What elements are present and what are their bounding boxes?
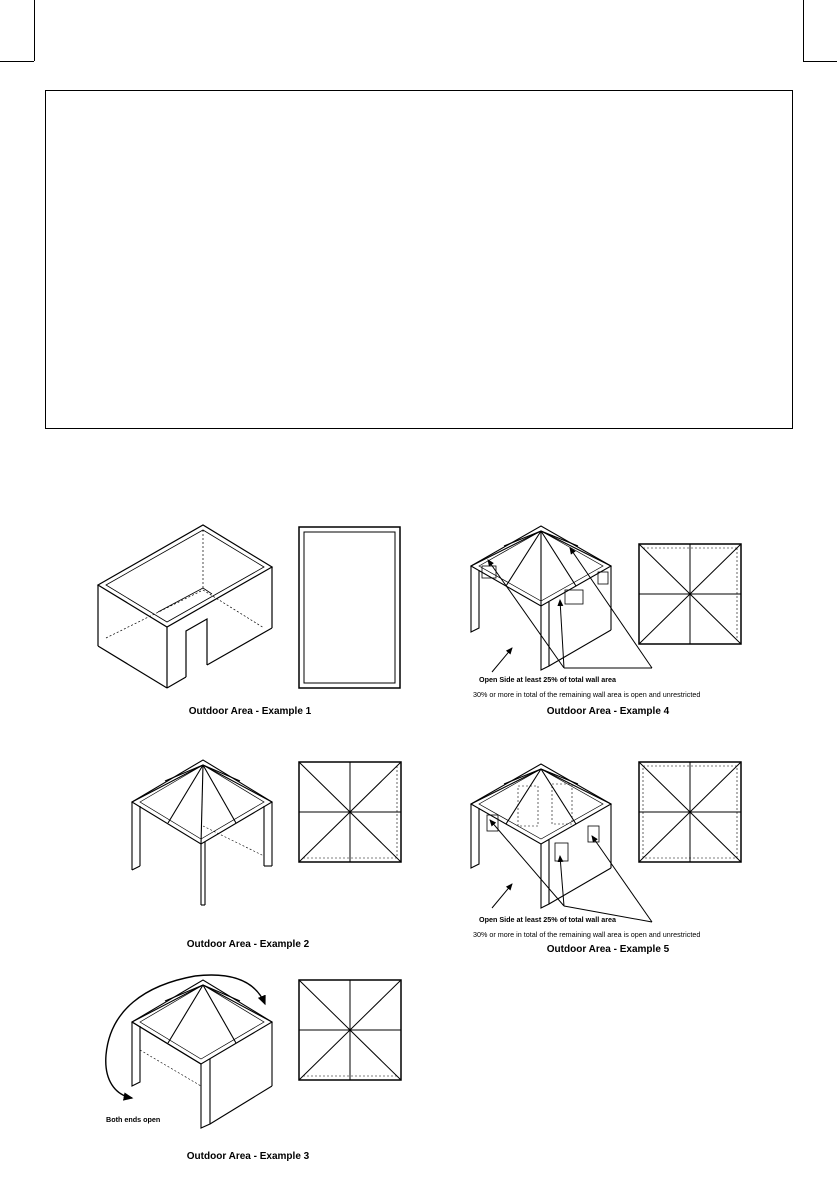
example-2-plan — [299, 762, 401, 862]
example-2-isometric — [132, 760, 272, 905]
example-4-note: 30% or more in total of the remaining wall area is open and unrestricted — [473, 690, 701, 699]
example-4-isometric — [471, 526, 611, 670]
example-1-isometric — [98, 525, 272, 688]
example-3-note: Both ends open — [106, 1115, 161, 1124]
example-5-caption: Outdoor Area - Example 5 — [546, 944, 670, 955]
example-3-isometric — [132, 980, 272, 1128]
example-4-note-bold: Open Side at least 25% of total wall area — [479, 675, 617, 684]
example-4-caption: Outdoor Area - Example 4 — [546, 706, 670, 717]
example-3-plan — [299, 980, 401, 1080]
example-1-caption: Outdoor Area - Example 1 — [188, 706, 312, 717]
example-5-callout-lines — [490, 820, 652, 922]
example-5-isometric — [471, 764, 611, 908]
example-4-plan — [639, 544, 741, 644]
example-1-plan — [299, 527, 400, 688]
example-5-note-bold: Open Side at least 25% of total wall area — [479, 915, 617, 924]
example-3-caption: Outdoor Area - Example 3 — [186, 1151, 310, 1162]
example-2-caption: Outdoor Area - Example 2 — [186, 939, 310, 950]
example-5-note: 30% or more in total of the remaining wall area is open and unrestricted — [473, 930, 701, 939]
example-5-plan — [639, 762, 741, 862]
